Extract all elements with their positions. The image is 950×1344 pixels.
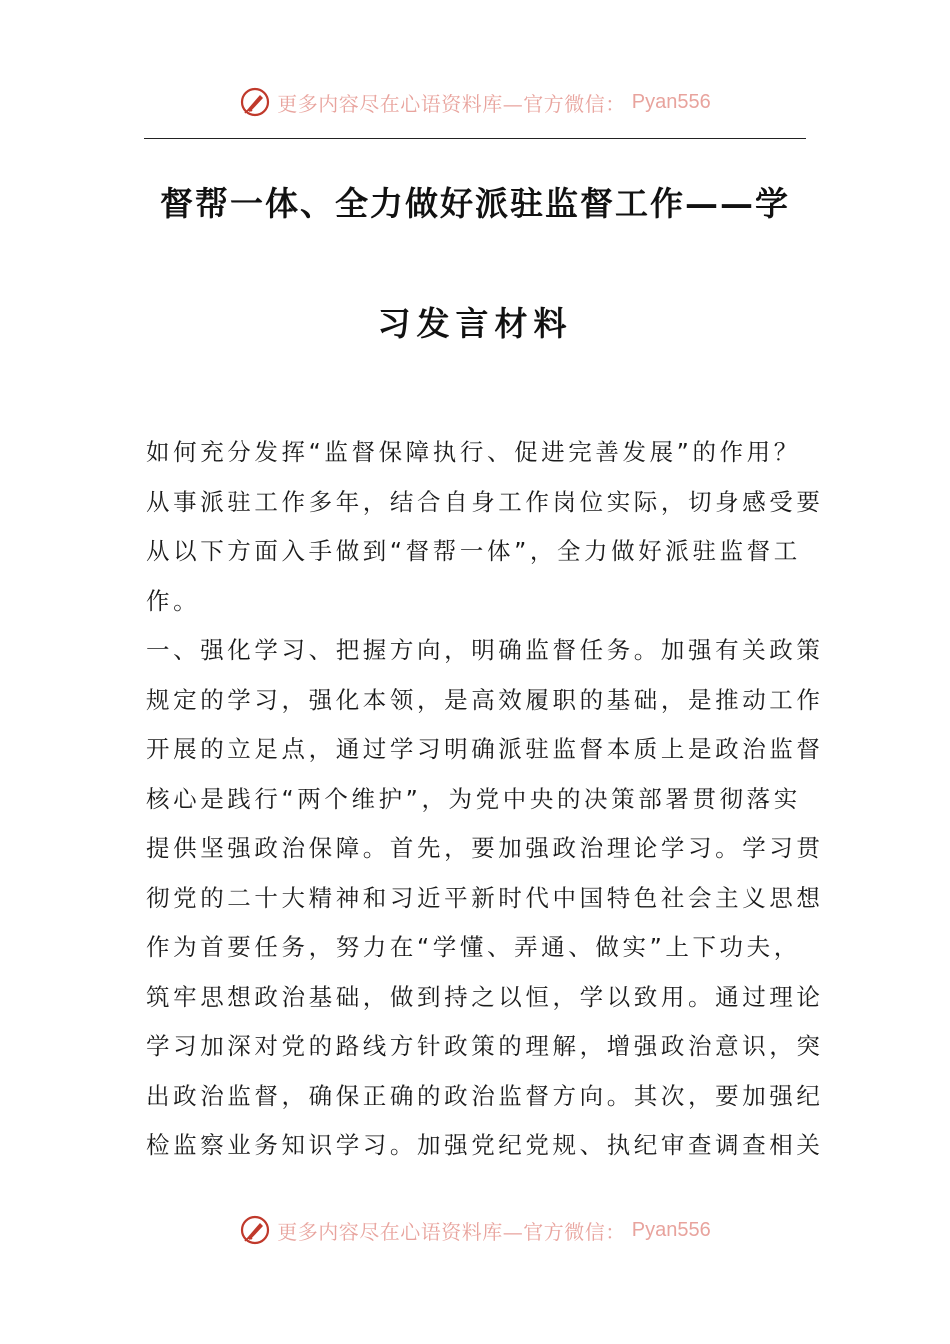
pen-in-circle-icon [239,1214,271,1246]
body-text [146,428,824,1171]
header-banner-text: 更多内容尽在心语资料库—官方微信： [277,91,626,116]
header-banner [0,82,950,122]
body-line: 一、强化学习、把握方向，明确监督任务。加强有关政策 [146,636,824,664]
body-line: 提供坚强政治保障。首先，要加强政治理论学习。学习贯 [146,834,824,862]
header-wechat-id: Pyan556 [631,90,711,113]
footer-banner-text: 更多内容尽在心语资料库—官方微信： [277,1219,626,1244]
body-line: 从以下方面入手做到“督帮一体”，全力做好派驻监督工 [146,537,801,565]
title-line-2: 习发言材料 [377,304,573,343]
body-line: 作。 [146,586,201,615]
body-line: 作为首要任务，努力在“学懂、弄通、做实”上下功夫， [146,933,801,961]
body-line: 开展的立足点，通过学习明确派驻监督本质上是政治监督 [146,735,824,763]
body-line: 学习加深对党的路线方针政策的理解，增强政治意识，突 [146,1032,824,1060]
pen-in-circle-icon [239,86,271,118]
footer-banner [0,1210,950,1250]
title-line-1: 督帮一体、全力做好派驻监督工作——学 [160,184,790,223]
body-line: 出政治监督，确保正确的政治监督方向。其次，要加强纪 [146,1081,824,1110]
body-line: 核心是践行“两个维护”，为党中央的决策部署贯彻落实 [146,784,801,813]
body-line: 如何充分发挥“监督保障执行、促进完善发展”的作用？ [146,438,801,466]
body-line: 筑牢思想政治基础，做到持之以恒，学以致用。通过理论 [146,982,824,1011]
body-line: 检监察业务知识学习。加强党纪党规、执纪审查调查相关 [146,1131,824,1159]
body-line: 彻党的二十大精神和习近平新时代中国特色社会主义思想 [146,883,824,912]
footer-wechat-id: Pyan556 [631,1218,711,1241]
body-line: 从事派驻工作多年，结合自身工作岗位实际，切身感受要 [146,487,824,516]
body-line: 规定的学习，强化本领，是高效履职的基础，是推动工作 [146,685,824,714]
header-divider [144,138,806,139]
